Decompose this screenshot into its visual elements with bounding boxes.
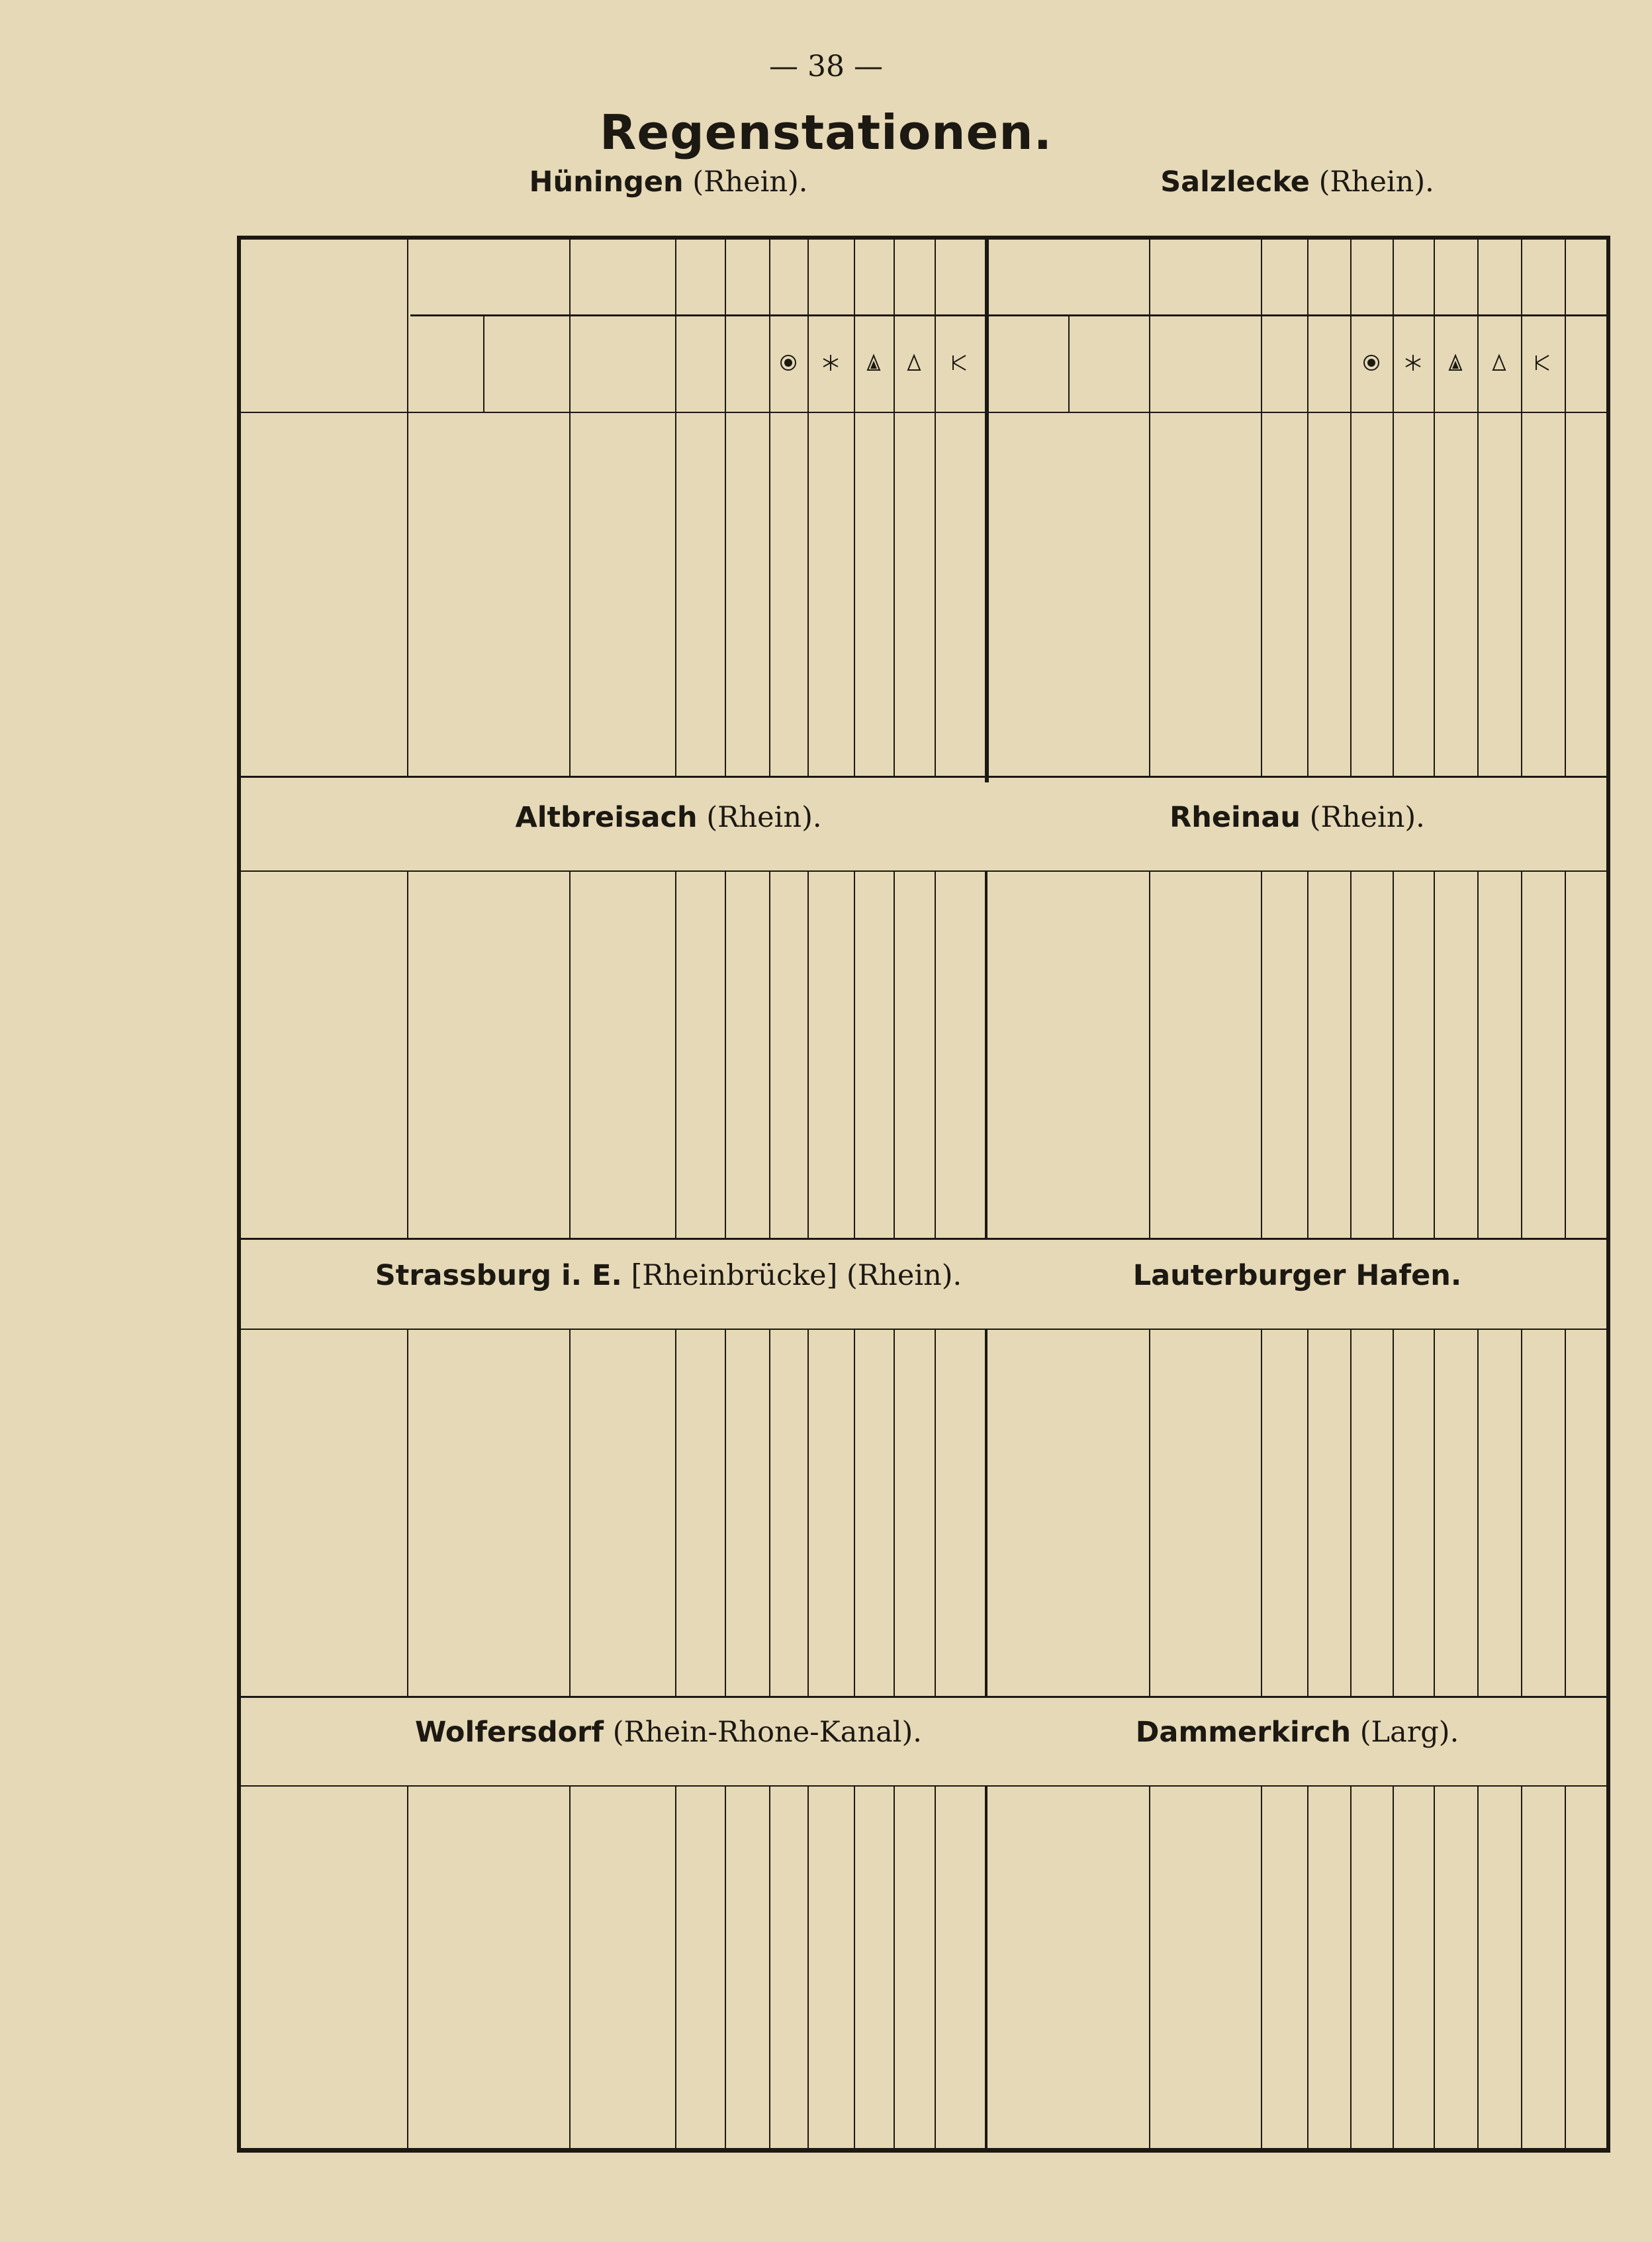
station-river: (Larg). (1351, 1716, 1459, 1749)
rule-column (675, 1785, 676, 2149)
station-name (834, 1716, 1652, 1749)
rule-column (1261, 1785, 1262, 2149)
rule-column (1350, 1329, 1352, 1696)
rule-column (1521, 240, 1522, 776)
table-cell (412, 437, 477, 459)
rule-column (894, 1785, 895, 2149)
rule-column (569, 240, 571, 776)
rule-column (769, 1329, 770, 1696)
rule-column (1434, 1329, 1435, 1696)
rule-column (1434, 240, 1435, 776)
thunderstorm-icon (950, 353, 970, 373)
rule-block-separator (241, 1696, 1608, 1698)
station-river: (Rhein). (1301, 801, 1425, 834)
table-cell (1307, 437, 1350, 459)
rule-column (1477, 1329, 1479, 1696)
rule-header-top (410, 314, 1608, 316)
page-number: — 38 — (769, 50, 883, 83)
station-name-bold: Lauterburger Hafen. (1132, 1259, 1462, 1292)
station-name-bold: Rheinau (1170, 801, 1301, 834)
rule-column (894, 870, 895, 1238)
rule-column (807, 1329, 809, 1696)
rule-column (1565, 1329, 1566, 1696)
rule-column (1477, 240, 1479, 776)
rule-column (807, 240, 809, 776)
page-title: Regenstationen. (599, 105, 1053, 160)
table-cell (1432, 437, 1476, 459)
station-name-bold: Hüningen (529, 165, 684, 199)
rule-column (407, 870, 408, 1238)
rule-column (407, 1785, 408, 2149)
month-label (253, 460, 400, 483)
rule-column (1477, 1785, 1479, 2149)
rule-column (1393, 1785, 1394, 2149)
station-name-bold: Dammerkirch (1135, 1716, 1352, 1749)
station-river: (Rhein). (683, 165, 808, 199)
rule-block-separator (241, 1238, 1608, 1240)
rule-column (807, 1785, 809, 2149)
snow-icon (1403, 353, 1423, 373)
table-cell (852, 437, 894, 459)
snow-icon (821, 353, 841, 373)
rule-column (1434, 1785, 1435, 2149)
rule-column (854, 1785, 855, 2149)
rule-column (1565, 1785, 1566, 2149)
rule-column (569, 1785, 571, 2149)
station-river: (Rhein-Rhone-Kanal). (604, 1716, 922, 1749)
rule-column (894, 1329, 895, 1696)
rule-column (769, 870, 770, 1238)
table-cell (482, 460, 564, 483)
station-river: [Rheinbrücke] (Rhein). (621, 1259, 962, 1292)
rule-column (1393, 870, 1394, 1238)
rule-column (1521, 1785, 1522, 2149)
rule-column (935, 1785, 936, 2149)
table-cell (769, 460, 807, 483)
rule-column (985, 1329, 987, 1696)
rule-column (1307, 240, 1308, 776)
table-cell (1350, 437, 1391, 459)
rule-column (725, 240, 726, 776)
station-name-bold: Salzlecke (1160, 165, 1310, 199)
rule-column (1149, 1329, 1150, 1696)
rule-column (985, 240, 989, 782)
hail-icon (778, 353, 798, 373)
rule-column (1350, 870, 1352, 1238)
table-cell (676, 437, 723, 459)
table-cell (676, 460, 723, 483)
station-name-bold: Wolfersdorf (415, 1716, 604, 1749)
station-name-bold: Altbreisach (515, 801, 698, 834)
table-cell (1476, 437, 1520, 459)
rule-column (1565, 240, 1566, 776)
month-label (253, 437, 400, 459)
rule-column (1307, 1329, 1308, 1696)
table-cell (985, 437, 1059, 459)
table-cell (894, 437, 935, 459)
rule-column (985, 870, 987, 1238)
rule-column (1261, 240, 1262, 776)
table-cell (1520, 437, 1564, 459)
rule-column (935, 240, 936, 776)
rule-column (1393, 1329, 1394, 1696)
rule-column (725, 870, 726, 1238)
rule-column (769, 1785, 770, 2149)
rule-column (675, 240, 676, 776)
table-cell (894, 460, 935, 483)
station-name (834, 1259, 1652, 1292)
rule-column (935, 1329, 936, 1696)
table-cell (1263, 437, 1308, 459)
rule-block-header (241, 1785, 1608, 1787)
rule-column (1149, 240, 1150, 776)
rule-column (1477, 870, 1479, 1238)
hail-icon (1361, 353, 1381, 373)
thunderstorm-icon (1533, 353, 1553, 373)
rule-column (725, 1785, 726, 2149)
table-cell (852, 460, 894, 483)
rule-column (1307, 1785, 1308, 2149)
table-cell (807, 437, 852, 459)
station-name (834, 801, 1652, 834)
rule-column (569, 1329, 571, 1696)
station-river: (Rhein). (1309, 165, 1434, 199)
rule-column (807, 870, 809, 1238)
rule-column (675, 870, 676, 1238)
rule-block-header (241, 1329, 1608, 1330)
rule-column (1350, 1785, 1352, 2149)
rule-column (569, 870, 571, 1238)
table-cell (725, 437, 771, 459)
table-cell (807, 460, 852, 483)
rule-column (1307, 870, 1308, 1238)
rule-column (407, 1329, 408, 1696)
rule-column (1261, 870, 1262, 1238)
rule-block-separator (241, 776, 1608, 778)
rule-column (1521, 1329, 1522, 1696)
sleet-icon (1446, 353, 1465, 373)
rule-column (1149, 870, 1150, 1238)
rule-block-header (241, 870, 1608, 872)
rule-column (407, 240, 408, 776)
rule-header-bottom (241, 412, 1608, 413)
rule-column (1068, 314, 1070, 412)
dew-icon (1489, 353, 1509, 373)
rule-column (1393, 240, 1394, 776)
rule-column (483, 314, 484, 412)
rule-column (894, 240, 895, 776)
rule-column (769, 240, 770, 776)
rule-column (854, 870, 855, 1238)
table-cell (1066, 437, 1138, 459)
rule-column (1350, 240, 1352, 776)
table-cell (769, 437, 807, 459)
table-cell (1391, 437, 1432, 459)
rule-column (985, 1785, 987, 2149)
sleet-icon (864, 353, 884, 373)
rule-column (1149, 1785, 1150, 2149)
station-name (834, 165, 1652, 199)
station-river: (Rhein). (697, 801, 822, 834)
precipitation-table (237, 236, 1610, 2153)
rule-column (1565, 870, 1566, 1238)
rule-column (675, 1329, 676, 1696)
rule-column (725, 1329, 726, 1696)
station-name-bold: Strassburg i. E. (375, 1259, 622, 1292)
rule-column (935, 870, 936, 1238)
table-cell (935, 460, 977, 483)
rule-column (1521, 870, 1522, 1238)
table-cell (412, 460, 477, 483)
rule-column (1434, 870, 1435, 1238)
rule-column (854, 1329, 855, 1696)
dew-icon (904, 353, 924, 373)
table-cell (569, 437, 670, 459)
table-cell (482, 437, 564, 459)
table-cell (569, 460, 670, 483)
rule-column (1261, 1329, 1262, 1696)
rule-column (854, 240, 855, 776)
table-cell (725, 460, 771, 483)
table-cell (1146, 437, 1258, 459)
table-cell (935, 437, 977, 459)
